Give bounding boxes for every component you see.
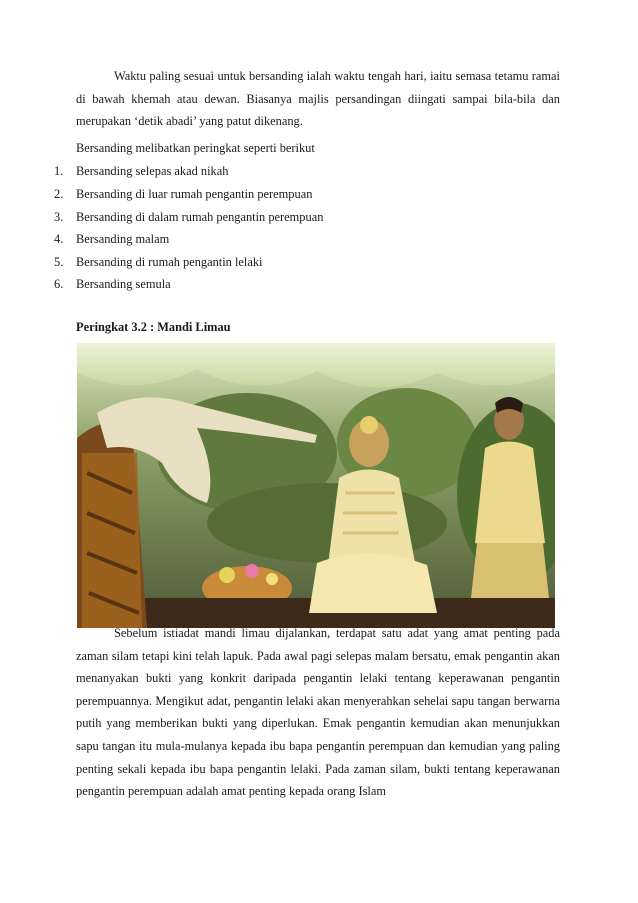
list-item: Bersanding malam <box>76 232 170 246</box>
list-number: 5. <box>54 255 64 269</box>
list-number: 4. <box>54 232 64 246</box>
list-item: Bersanding semula <box>76 277 171 291</box>
photo-illustration <box>77 343 555 628</box>
list-item: Bersanding di luar rumah pengantin perempuan <box>76 187 313 201</box>
list-item: Bersanding di dalam rumah pengantin perempuan <box>76 210 324 224</box>
list-number: 2. <box>54 187 64 201</box>
section-heading: Peringkat 3.2 : Mandi Limau <box>76 320 231 334</box>
paragraph-mandi-limau: Sebelum istiadat mandi limau dijalankan, terdapat satu adat yang amat penting pada zaman silam tetapi kini telah lapuk. Pada awal pagi selepas malam bersatu, emak pengantin akan menanyakan bukti yang konkrit daripada pengantin lelaki tentang keperawanan pengantin perempuannya. Mengikut adat, pengantin lelaki akan menyerahkan sehelai sapu tangan berwarna putih yang memberikan bukti yang diperlukan. Emak pengantin kemudian akan menunjukkan sapu tangan itu mula-mulanya kepada ibu bapa pengantin perempuan dan kemudian yang paling penting sekali kepada ibu bapa pengantin lelaki. Pada zaman silam, bukti tentang keperawanan pengantin perempuan adalah amat penting kepada orang Islam <box>76 626 560 799</box>
list-number: 1. <box>54 164 64 178</box>
list-number: 6. <box>54 277 64 291</box>
mandi-limau-photo <box>77 343 555 628</box>
list-item: Bersanding di rumah pengantin lelaki <box>76 255 263 269</box>
list-number: 3. <box>54 210 64 224</box>
intro-line: Bersanding melibatkan peringkat seperti berikut <box>76 141 315 155</box>
list-item: Bersanding selepas akad nikah <box>76 164 229 178</box>
paragraph-bersanding-time: Waktu paling sesuai untuk bersanding ialah waktu tengah hari, iaitu semasa tetamu ramai di bawah khemah atau dewan. Biasanya majlis persandingan diingati sampai bila-bila dan merupakan ‘detik abadi’ yang patut dikenang. <box>76 69 560 129</box>
